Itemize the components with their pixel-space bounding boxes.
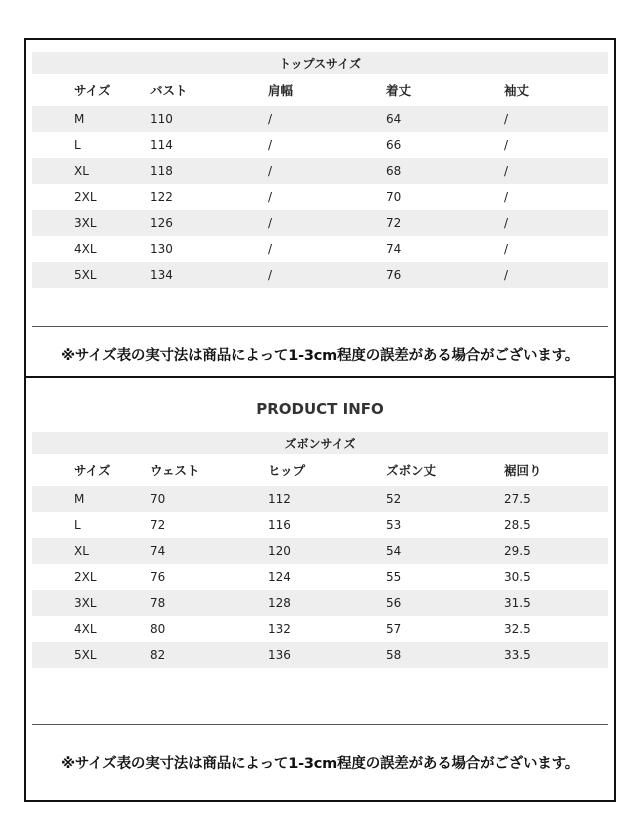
table-cell: 82	[150, 648, 166, 662]
header-cell: ズボン丈	[386, 463, 437, 478]
header-cell: サイズ	[74, 463, 111, 478]
pants-table-body	[32, 486, 608, 668]
table-cell: /	[268, 190, 273, 204]
table-cell: 2XL	[74, 570, 97, 584]
tops-divider	[32, 326, 608, 327]
table-cell: 58	[386, 648, 402, 662]
table-cell: 4XL	[74, 242, 97, 256]
table-cell: 68	[386, 164, 402, 178]
table-cell: 5XL	[74, 268, 97, 282]
table-cell: 28.5	[504, 518, 531, 532]
table-cell: 120	[268, 544, 291, 558]
table-cell: 76	[386, 268, 402, 282]
table-row	[32, 616, 608, 642]
table-cell: 126	[150, 216, 173, 230]
table-cell: /	[504, 216, 509, 230]
table-row	[32, 210, 608, 236]
tops-size-panel	[24, 38, 616, 378]
table-cell: 29.5	[504, 544, 531, 558]
table-row	[32, 106, 608, 132]
table-cell: /	[504, 268, 509, 282]
table-cell: 53	[386, 518, 402, 532]
table-row	[32, 564, 608, 590]
table-cell: 54	[386, 544, 402, 558]
table-cell: 78	[150, 596, 166, 610]
header-cell: ヒップ	[268, 463, 306, 478]
table-cell: 66	[386, 138, 402, 152]
table-cell: 116	[268, 518, 291, 532]
table-cell: 134	[150, 268, 173, 282]
table-cell: L	[74, 138, 81, 152]
table-cell: 72	[150, 518, 166, 532]
header-cell: ウェスト	[150, 463, 200, 478]
table-cell: 130	[150, 242, 173, 256]
table-cell: 70	[386, 190, 402, 204]
table-cell: 72	[386, 216, 402, 230]
pants-header-row	[32, 454, 608, 486]
table-cell: /	[504, 138, 509, 152]
header-cell: 着丈	[386, 83, 412, 98]
table-cell: /	[504, 190, 509, 204]
table-cell: /	[268, 242, 273, 256]
pants-divider	[32, 724, 608, 725]
table-cell: /	[268, 138, 273, 152]
table-cell: 56	[386, 596, 402, 610]
header-cell: バスト	[150, 83, 188, 98]
table-row	[32, 590, 608, 616]
table-cell: 76	[150, 570, 166, 584]
tops-header-row	[32, 74, 608, 106]
table-row	[32, 262, 608, 288]
table-row	[32, 538, 608, 564]
tops-table-body	[32, 106, 608, 288]
table-cell: /	[504, 242, 509, 256]
table-cell: /	[504, 112, 509, 126]
tops-size-table	[32, 52, 608, 288]
table-cell: 132	[268, 622, 291, 636]
table-cell: 3XL	[74, 216, 97, 230]
table-cell: 55	[386, 570, 402, 584]
table-cell: /	[268, 268, 273, 282]
table-cell: M	[74, 492, 85, 506]
table-cell: 118	[150, 164, 173, 178]
pants-table-title: ズボンサイズ	[32, 432, 608, 454]
table-cell: 31.5	[504, 596, 531, 610]
table-cell: 80	[150, 622, 166, 636]
table-cell: 27.5	[504, 492, 531, 506]
table-cell: 136	[268, 648, 291, 662]
table-cell: M	[74, 112, 85, 126]
table-cell: 30.5	[504, 570, 531, 584]
table-cell: /	[504, 164, 509, 178]
table-cell: 64	[386, 112, 402, 126]
product-info-title: PRODUCT INFO	[256, 400, 384, 418]
table-row	[32, 486, 608, 512]
table-row	[32, 512, 608, 538]
table-cell: 74	[386, 242, 402, 256]
table-cell: 124	[268, 570, 291, 584]
table-row	[32, 132, 608, 158]
table-cell: XL	[74, 164, 89, 178]
table-cell: 112	[268, 492, 291, 506]
table-row	[32, 236, 608, 262]
table-cell: 70	[150, 492, 166, 506]
table-cell: XL	[74, 544, 89, 558]
table-row	[32, 642, 608, 668]
table-cell: 5XL	[74, 648, 97, 662]
table-cell: 114	[150, 138, 173, 152]
table-cell: 57	[386, 622, 402, 636]
table-row	[32, 184, 608, 210]
table-cell: 122	[150, 190, 173, 204]
header-cell: サイズ	[74, 83, 111, 98]
table-cell: 33.5	[504, 648, 531, 662]
table-cell: 4XL	[74, 622, 97, 636]
pants-size-table	[32, 432, 608, 668]
tops-table-title: トップスサイズ	[32, 52, 608, 74]
table-cell: 2XL	[74, 190, 97, 204]
header-cell: 裾回り	[504, 463, 542, 478]
header-cell: 袖丈	[504, 83, 530, 98]
header-cell: 肩幅	[268, 83, 294, 98]
table-cell: 3XL	[74, 596, 97, 610]
table-cell: 52	[386, 492, 402, 506]
table-cell: 128	[268, 596, 291, 610]
table-cell: 74	[150, 544, 166, 558]
tops-size-note: ※サイズ表の実寸法は商品によって1-3cm程度の誤差がある場合がございます。	[60, 348, 580, 364]
table-row	[32, 158, 608, 184]
table-cell: /	[268, 216, 273, 230]
pants-size-note: ※サイズ表の実寸法は商品によって1-3cm程度の誤差がある場合がございます。	[60, 756, 580, 772]
table-cell: L	[74, 518, 81, 532]
table-cell: 110	[150, 112, 173, 126]
table-cell: /	[268, 112, 273, 126]
table-cell: /	[268, 164, 273, 178]
table-cell: 32.5	[504, 622, 531, 636]
pants-size-panel	[24, 378, 616, 802]
